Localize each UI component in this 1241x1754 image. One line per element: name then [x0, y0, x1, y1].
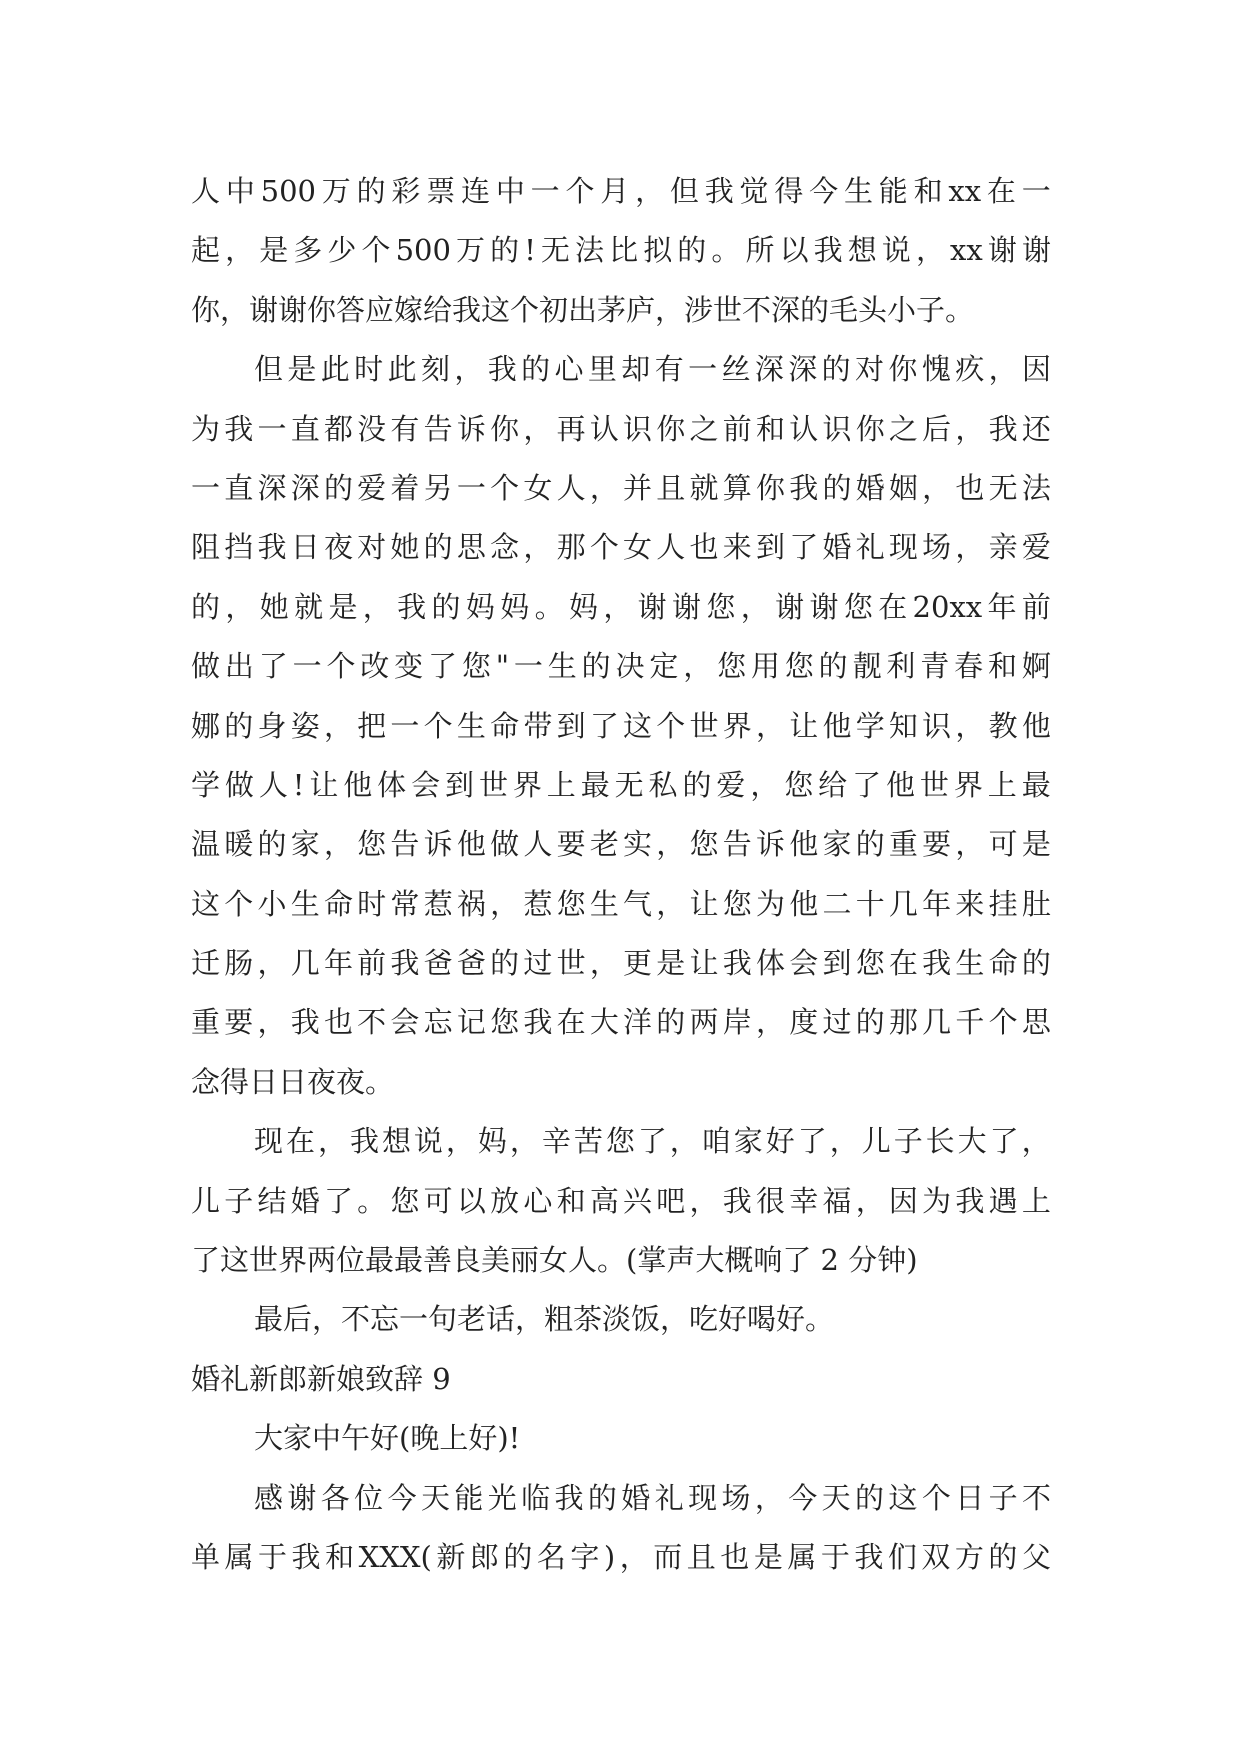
- text-line: 迁 肠 ， 几 年 前 我 爸 爸 的 过 世 ， 更 是 让 我 体 会 到 您 在 我 生 命 的: [191, 946, 1051, 981]
- text-line: 学 做 人 ! 让 他 体 会 到 世 界 上 最 无 私 的 爱 ， 您 给 了 他 世 界 上 最: [191, 767, 1051, 802]
- text-line: 的 ， 她 就 是 ， 我 的 妈 妈 。 妈 ， 谢 谢 您 ， 谢 谢 您 在 20xx 年 前: [191, 589, 1051, 624]
- text-line: 你，谢谢你答应嫁给我这个初出茅庐，涉世不深的毛头小子。: [191, 292, 975, 327]
- text-line: 了这世界两位最最善良美丽女人。(掌声大概响了 2 分钟): [191, 1243, 918, 1278]
- text-line: 念得日日夜夜。: [191, 1064, 395, 1099]
- text-line: 温 暖 的 家 ， 您 告 诉 他 做 人 要 老 实 ， 您 告 诉 他 家 的 重 要 ， 可 是: [191, 827, 1051, 862]
- paragraph-first-line: 现 在 ， 我 想 说 ， 妈 ， 辛 苦 您 了 ， 咱 家 好 了 ， 儿 子 长 大 了 ，: [254, 1124, 1051, 1159]
- paragraph-first-line: 但 是 此 时 此 刻 ， 我 的 心 里 却 有 一 丝 深 深 的 对 你 愧 疚 ， 因: [254, 352, 1051, 387]
- text-line: 娜 的 身 姿 ， 把 一 个 生 命 带 到 了 这 个 世 界 ， 让 他 学 知 识 ， 教 他: [191, 708, 1051, 743]
- text-line: 一 直 深 深 的 爱 着 另 一 个 女 人 ， 并 且 就 算 你 我 的 婚 姻 ， 也 无 法: [191, 470, 1051, 505]
- paragraph-first-line: 大家中午好(晚上好)!: [254, 1421, 521, 1456]
- text-line: 做 出 了 一 个 改 变 了 您 " 一 生 的 决 定 ， 您 用 您 的 靓 利 青 春 和 婀: [191, 649, 1051, 684]
- paragraph-first-line: 感 谢 各 位 今 天 能 光 临 我 的 婚 礼 现 场 ， 今 天 的 这 个 日 子 不: [254, 1480, 1051, 1515]
- text-line: 儿 子 结 婚 了 。 您 可 以 放 心 和 高 兴 吧 ， 我 很 幸 福 ， 因 为 我 遇 上: [191, 1183, 1051, 1218]
- text-line: 人 中 500 万 的 彩 票 连 中 一 个 月 ， 但 我 觉 得 今 生 能 和 xx 在 一: [191, 174, 1051, 208]
- text-line: 为 我 一 直 都 没 有 告 诉 你 ， 再 认 识 你 之 前 和 认 识 你 之 后 ， 我 还: [191, 411, 1051, 446]
- text-line: 起 ， 是 多 少 个 500 万 的 ! 无 法 比 拟 的 。 所 以 我 想 说 ， xx 谢 谢: [191, 233, 1051, 268]
- text-line: 婚礼新郎新娘致辞 9: [191, 1361, 451, 1396]
- paragraph-first-line: 最后，不忘一句老话，粗茶淡饭，吃好喝好。: [254, 1302, 835, 1337]
- text-line: 阻 挡 我 日 夜 对 她 的 思 念 ， 那 个 女 人 也 来 到 了 婚 礼 现 场 ， 亲 爱: [191, 530, 1051, 565]
- document-body: [191, 162, 1051, 1587]
- text-line: 单 属 于 我 和 XXX( 新 郎 的 名 字 ) ， 而 且 也 是 属 于 我 们 双 方 的 父: [191, 1539, 1051, 1574]
- text-line: 这 个 小 生 命 时 常 惹 祸 ， 惹 您 生 气 ， 让 您 为 他 二 十 几 年 来 挂 肚: [191, 886, 1051, 921]
- text-line: 重 要 ， 我 也 不 会 忘 记 您 我 在 大 洋 的 两 岸 ， 度 过 的 那 几 千 个 思: [191, 1005, 1051, 1040]
